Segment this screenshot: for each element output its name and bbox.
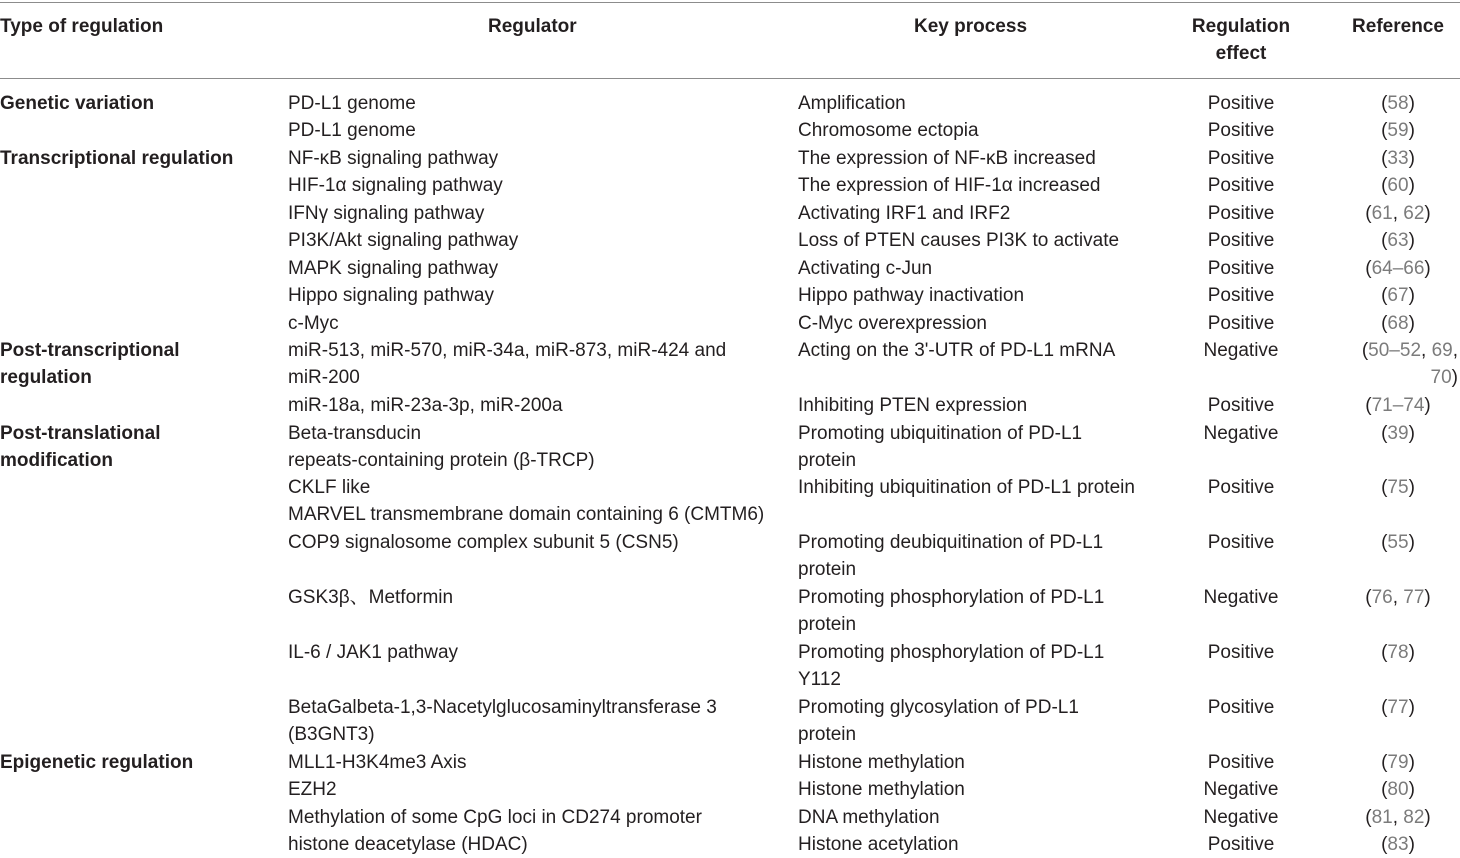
key-process-cell: Acting on the 3'-UTR of PD-L1 mRNA bbox=[798, 340, 1116, 361]
regulation-effect-cell: Positive bbox=[1207, 642, 1275, 663]
reference-link[interactable]: 70 bbox=[1430, 367, 1452, 388]
key-process-cell: Promoting ubiquitination of PD-L1 protein bbox=[798, 423, 1083, 471]
regulator-cell: histone deacetylase (HDAC) bbox=[288, 834, 528, 855]
reference-link[interactable]: 82 bbox=[1403, 807, 1425, 828]
regulator-cell: NF-κB signaling pathway bbox=[288, 148, 499, 169]
reference-cell[interactable]: (83) bbox=[1381, 834, 1415, 855]
regulation-effect-cell: Negative bbox=[1203, 807, 1279, 828]
category-label: Genetic variation bbox=[0, 93, 155, 114]
key-process-cell: Activating c-Jun bbox=[798, 258, 933, 279]
reference-cell[interactable]: (68) bbox=[1381, 313, 1415, 334]
regulator-cell: EZH2 bbox=[288, 779, 337, 800]
key-process-cell: The expression of HIF-1α increased bbox=[798, 175, 1101, 196]
category-label: Epigenetic regulation bbox=[0, 752, 194, 773]
reference-cell[interactable]: (81, 82) bbox=[1365, 807, 1431, 828]
regulator-cell: GSK3β、Metformin bbox=[288, 587, 454, 608]
header-regulation-effect: Regulation effect bbox=[1191, 16, 1291, 64]
regulator-cell: COP9 signalosome complex subunit 5 (CSN5) bbox=[288, 532, 679, 553]
key-process-cell: Promoting phosphorylation of PD-L1 protein bbox=[798, 587, 1105, 635]
key-process-cell: DNA methylation bbox=[798, 807, 940, 828]
reference-cell[interactable]: (80) bbox=[1381, 779, 1415, 800]
reference-link[interactable]: 59 bbox=[1387, 120, 1409, 141]
reference-cell[interactable]: (75) bbox=[1381, 477, 1415, 498]
reference-cell[interactable]: (77) bbox=[1381, 697, 1415, 718]
reference-link[interactable]: 62 bbox=[1403, 203, 1425, 224]
header-regulator: Regulator bbox=[488, 16, 577, 37]
reference-link[interactable]: 55 bbox=[1387, 532, 1409, 553]
reference-cell[interactable]: (39) bbox=[1381, 423, 1415, 444]
regulation-effect-cell: Positive bbox=[1207, 395, 1275, 416]
reference-cell[interactable]: (79) bbox=[1381, 752, 1415, 773]
key-process-cell: The expression of NF-κB increased bbox=[798, 148, 1096, 169]
reference-cell[interactable]: (76, 77) bbox=[1365, 587, 1431, 608]
reference-cell[interactable]: (55) bbox=[1381, 532, 1415, 553]
key-process-cell: Hippo pathway inactivation bbox=[798, 285, 1025, 306]
regulator-cell: MAPK signaling pathway bbox=[288, 258, 499, 279]
regulation-effect-cell: Negative bbox=[1203, 779, 1279, 800]
reference-link[interactable]: 76 bbox=[1371, 587, 1393, 608]
regulation-effect-cell: Negative bbox=[1203, 423, 1279, 444]
reference-cell[interactable]: (33) bbox=[1381, 148, 1415, 169]
reference-link[interactable]: 81 bbox=[1371, 807, 1393, 828]
reference-cell[interactable]: (58) bbox=[1381, 93, 1415, 114]
reference-link[interactable]: 64–66 bbox=[1371, 258, 1425, 279]
key-process-cell: C-Myc overexpression bbox=[798, 313, 987, 334]
header-type-of-regulation: Type of regulation bbox=[0, 16, 164, 37]
category-label: Transcriptional regulation bbox=[0, 148, 234, 169]
reference-cell[interactable]: (64–66) bbox=[1365, 258, 1431, 279]
regulator-cell: c-Myc bbox=[288, 313, 339, 334]
regulator-cell: miR-513, miR-570, miR-34a, miR-873, miR-424 and miR-200 bbox=[288, 340, 727, 388]
header-bottom-rule bbox=[0, 78, 1460, 79]
regulation-effect-cell: Positive bbox=[1207, 258, 1275, 279]
regulator-cell: MLL1-H3K4me3 Axis bbox=[288, 752, 467, 773]
reference-link[interactable]: 71–74 bbox=[1371, 395, 1425, 416]
table-top-rule bbox=[0, 2, 1460, 3]
regulator-cell: CKLF like MARVEL transmembrane domain containing 6 (CMTM6) bbox=[288, 477, 765, 525]
regulator-cell: IFNγ signaling pathway bbox=[288, 203, 485, 224]
key-process-cell: Promoting glycosylation of PD-L1 protein bbox=[798, 697, 1079, 745]
regulator-cell: Methylation of some CpG loci in CD274 promoter bbox=[288, 807, 702, 828]
regulation-effect-cell: Positive bbox=[1207, 697, 1275, 718]
reference-link[interactable]: 79 bbox=[1387, 752, 1409, 773]
regulation-effect-cell: Positive bbox=[1207, 203, 1275, 224]
regulation-effect-cell: Positive bbox=[1207, 752, 1275, 773]
regulation-effect-cell: Positive bbox=[1207, 834, 1275, 855]
regulation-effect-cell: Negative bbox=[1203, 587, 1279, 608]
regulation-effect-cell: Positive bbox=[1207, 532, 1275, 553]
regulator-cell: BetaGalbeta-1,3-Nacetylglucosaminyltransferase 3 (B3GNT3) bbox=[288, 697, 717, 745]
regulation-effect-cell: Positive bbox=[1207, 285, 1275, 306]
reference-link[interactable]: 80 bbox=[1387, 779, 1409, 800]
regulator-cell: Hippo signaling pathway bbox=[288, 285, 494, 306]
reference-cell[interactable]: (60) bbox=[1381, 175, 1415, 196]
reference-link[interactable]: 60 bbox=[1387, 175, 1409, 196]
reference-cell[interactable]: (78) bbox=[1381, 642, 1415, 663]
regulation-effect-cell: Positive bbox=[1207, 230, 1275, 251]
reference-cell[interactable]: (59) bbox=[1381, 120, 1415, 141]
reference-link[interactable]: 58 bbox=[1387, 93, 1409, 114]
reference-link[interactable]: 50–52 bbox=[1368, 340, 1422, 361]
key-process-cell: Promoting deubiquitination of PD-L1 protein bbox=[798, 532, 1104, 580]
key-process-cell: Promoting phosphorylation of PD-L1 Y112 bbox=[798, 642, 1105, 690]
key-process-cell: Loss of PTEN causes PI3K to activate bbox=[798, 230, 1120, 251]
reference-link[interactable]: 63 bbox=[1387, 230, 1409, 251]
key-process-cell: Activating IRF1 and IRF2 bbox=[798, 203, 1011, 224]
reference-link[interactable]: 83 bbox=[1387, 834, 1409, 855]
regulator-cell: PD-L1 genome bbox=[288, 120, 416, 141]
key-process-cell: Inhibiting PTEN expression bbox=[798, 395, 1028, 416]
category-label: Post-transcriptional regulation bbox=[0, 340, 180, 388]
regulation-effect-cell: Positive bbox=[1207, 120, 1275, 141]
regulation-effect-cell: Positive bbox=[1207, 477, 1275, 498]
key-process-cell: Histone methylation bbox=[798, 779, 965, 800]
reference-cell[interactable]: (71–74) bbox=[1365, 395, 1431, 416]
reference-link[interactable]: 69 bbox=[1431, 340, 1453, 361]
reference-link[interactable]: 67 bbox=[1387, 285, 1409, 306]
regulator-cell: Beta-transducin repeats-containing protein (β-TRCP) bbox=[288, 423, 595, 471]
regulation-effect-cell: Positive bbox=[1207, 313, 1275, 334]
header-key-process: Key process bbox=[914, 16, 1028, 37]
regulator-cell: HIF-1α signaling pathway bbox=[288, 175, 503, 196]
header-reference: Reference bbox=[1352, 16, 1444, 37]
key-process-cell: Histone acetylation bbox=[798, 834, 959, 855]
key-process-cell: Inhibiting ubiquitination of PD-L1 protein bbox=[798, 477, 1135, 498]
reference-cell[interactable]: (63) bbox=[1381, 230, 1415, 251]
regulator-cell: PD-L1 genome bbox=[288, 93, 416, 114]
key-process-cell: Amplification bbox=[798, 93, 906, 114]
reference-link[interactable]: 77 bbox=[1387, 697, 1409, 718]
regulator-cell: PI3K/Akt signaling pathway bbox=[288, 230, 519, 251]
reference-link[interactable]: 75 bbox=[1387, 477, 1409, 498]
regulator-cell: IL-6 / JAK1 pathway bbox=[288, 642, 459, 663]
regulation-effect-cell: Negative bbox=[1203, 340, 1279, 361]
regulator-cell: miR-18a, miR-23a-3p, miR-200a bbox=[288, 395, 563, 416]
key-process-cell: Chromosome ectopia bbox=[798, 120, 979, 141]
reference-link[interactable]: 77 bbox=[1403, 587, 1425, 608]
reference-link[interactable]: 61 bbox=[1371, 203, 1393, 224]
reference-link[interactable]: 68 bbox=[1387, 313, 1409, 334]
regulation-effect-cell: Positive bbox=[1207, 93, 1275, 114]
reference-link[interactable]: 33 bbox=[1387, 148, 1409, 169]
reference-cell[interactable]: (61, 62) bbox=[1365, 203, 1431, 224]
reference-link[interactable]: 39 bbox=[1387, 423, 1409, 444]
category-label: Post-translational modification bbox=[0, 423, 161, 471]
reference-cell[interactable]: (67) bbox=[1381, 285, 1415, 306]
key-process-cell: Histone methylation bbox=[798, 752, 965, 773]
reference-cell[interactable]: (50–52, 69, 70) bbox=[1361, 340, 1458, 388]
reference-link[interactable]: 78 bbox=[1387, 642, 1409, 663]
regulation-effect-cell: Positive bbox=[1207, 148, 1275, 169]
regulation-effect-cell: Positive bbox=[1207, 175, 1275, 196]
